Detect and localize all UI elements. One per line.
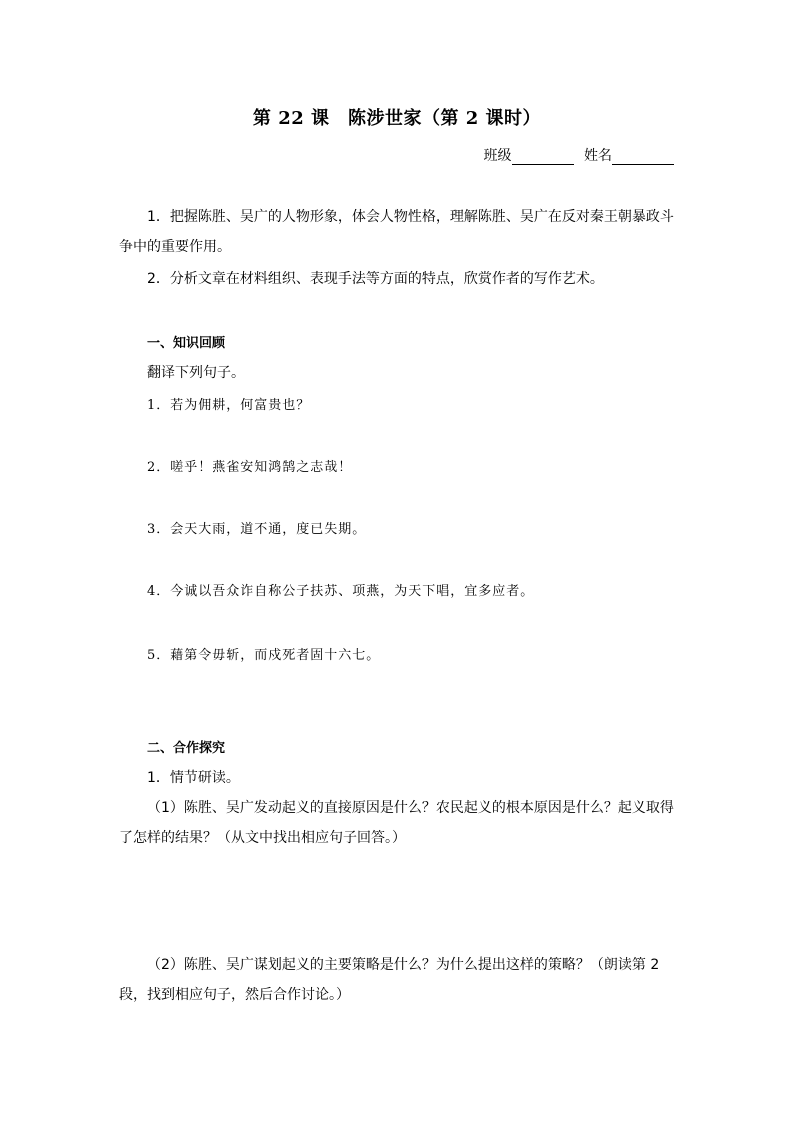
sentence-4: 4．今诚以吾众诈自称公子扶苏、项燕，为天下唱，宜多应者。 — [147, 584, 535, 599]
class-label: 班级 — [483, 148, 512, 164]
question-1: （1）陈胜、吴广发动起义的直接原因是什么？农民起义的根本原因是什么？起义取得了怎样的结果？（从文中找出相应句子回答。） — [119, 800, 674, 846]
objective-2: 2．分析文章在材料组织、表现手法等方面的特点，欣赏作者的写作艺术。 — [147, 271, 604, 287]
translate-instruction: 翻译下列句子。 — [147, 365, 245, 381]
class-name-line — [484, 145, 674, 165]
page-title: 第 22 课 陈涉世家（第 2 课时） — [252, 108, 542, 129]
sentence-1: 1．若为佣耕，何富贵也？ — [147, 398, 311, 413]
sentence-5: 5．藉第令毋斩，而戍死者固十六七。 — [147, 648, 381, 663]
plot-study-item: 1．情节研读。 — [147, 770, 240, 786]
section-heading-explore: 二、合作探究 — [147, 741, 226, 756]
sentence-3: 3．会天大雨，道不通，度已失期。 — [147, 522, 367, 537]
section-heading-review: 一、知识回顾 — [147, 336, 226, 351]
question-2: （2）陈胜、吴广谋划起义的主要策略是什么？为什么提出这样的策略？（朗读第 2 段，找到相应句子，然后合作讨论。） — [119, 957, 660, 1003]
name-blank[interactable] — [612, 150, 674, 165]
name-label: 姓名 — [584, 148, 612, 164]
class-blank[interactable] — [512, 150, 574, 165]
sentence-2: 2．嗟乎！燕雀安知鸿鹄之志哉！ — [147, 460, 353, 475]
objective-1: 1．把握陈胜、吴广的人物形象，体会人物性格，理解陈胜、吴广在反对秦王朝暴政斗争中的重要作用。 — [119, 209, 674, 255]
